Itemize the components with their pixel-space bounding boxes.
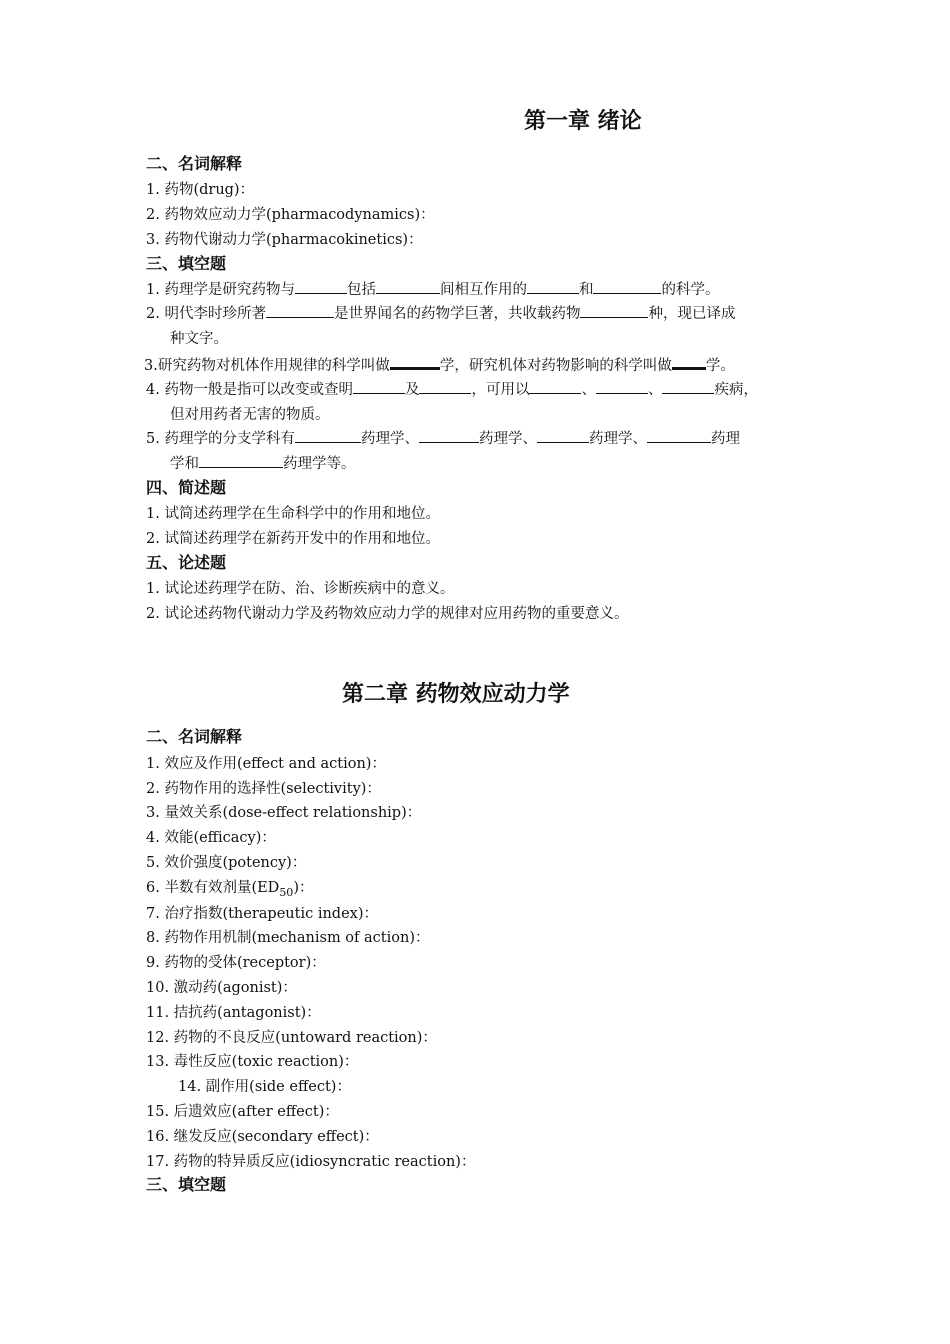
ch2-def-4: 4. 效能(efficacy)：: [146, 830, 276, 846]
blank: [529, 379, 581, 394]
text: 药理: [710, 431, 740, 447]
text: 种，现已译成: [648, 306, 736, 322]
blank: [647, 428, 711, 443]
blank: [596, 379, 648, 394]
blank: [527, 279, 579, 294]
text: 包括: [346, 282, 376, 298]
ch2-def-17: 17. 药物的特异质反应(idiosyncratic reaction)：: [146, 1154, 476, 1170]
text: 及: [404, 382, 420, 398]
blank: [672, 353, 706, 370]
blank: [376, 279, 440, 294]
ch2-def-7: 7. 治疗指数(therapeutic index)：: [146, 906, 378, 922]
ch2-def-13: 13. 毒性反应(toxic reaction)：: [146, 1054, 359, 1070]
blank: [419, 379, 471, 394]
ch1-fill-q4: [146, 378, 758, 399]
text: 间相互作用的: [439, 282, 527, 298]
ch2-def-6: [146, 876, 313, 899]
ch2-def-12: 12. 药物的不良反应(untoward reaction)：: [146, 1030, 437, 1046]
ch2-def-11: 11. 拮抗药(antagonist)：: [146, 1005, 321, 1021]
blank: [537, 428, 589, 443]
ch1-fill-q5-cont: [170, 452, 356, 473]
text: 药理学等。: [283, 456, 356, 472]
ch1-essay-2: 2. 试论述药物代谢动力学及药物效应动力学的规律对应用药物的重要意义。: [146, 606, 629, 622]
text: 的科学。: [661, 282, 720, 298]
ch1-fill-q3: [144, 353, 735, 375]
blank: [390, 353, 440, 370]
blank: [662, 379, 714, 394]
ch1-fill-q2: [146, 302, 735, 323]
ch2-section-definitions: 二、名词解释: [146, 727, 243, 746]
blank: [580, 303, 648, 318]
text: 5. 药理学的分支学科有: [146, 431, 295, 447]
text: 学。: [705, 358, 735, 374]
ch1-fill-q4-cont: 但对用药者无害的物质。: [170, 407, 330, 423]
blank: [593, 279, 661, 294]
text: )：: [293, 880, 314, 896]
text: 药理学、: [588, 431, 647, 447]
text: 和: [578, 282, 594, 298]
ch2-def-10: 10. 激动药(agonist)：: [146, 980, 297, 996]
text: 药理学、: [360, 431, 419, 447]
blank: [353, 379, 405, 394]
text: 是世界闻名的药物学巨著，共收载药物: [333, 306, 581, 322]
ch2-def-15: 15. 后遗效应(after effect)：: [146, 1104, 339, 1120]
text: 6. 半数有效剂量(ED: [146, 880, 280, 896]
ch1-essay-1: 1. 试论述药理学在防、治、诊断疾病中的意义。: [146, 581, 455, 597]
ch2-def-8: 8. 药物作用机制(mechanism of action)：: [146, 930, 430, 946]
text: 3.研究药物对机体作用规律的科学叫做: [144, 358, 390, 374]
text: 学，研究机体对药物影响的科学叫做: [439, 358, 672, 374]
ch2-def-16: 16. 继发反应(secondary effect)：: [146, 1129, 379, 1145]
text: 、: [581, 382, 596, 398]
text: 4. 药物一般是指可以改变或查明: [146, 382, 353, 398]
blank: [295, 279, 347, 294]
ch2-def-1: 1. 效应及作用(effect and action)：: [146, 756, 386, 772]
ch2-section-fill: 三、填空题: [146, 1175, 227, 1194]
text: 疾病，: [714, 382, 758, 398]
chapter-1-title: 第一章 绪论: [524, 109, 642, 134]
ch1-section-fill: 三、填空题: [146, 254, 227, 273]
ch1-section-essay: 五、论述题: [146, 553, 227, 572]
text: 2. 明代李时珍所著: [146, 306, 266, 322]
ch2-def-3: 3. 量效关系(dose-effect relationship)：: [146, 805, 422, 821]
chapter-2-title: 第二章 药物效应动力学: [342, 682, 570, 707]
ch1-fill-q5: [146, 427, 740, 448]
subscript: 50: [279, 885, 294, 899]
ch2-def-9: 9. 药物的受体(receptor)：: [146, 955, 326, 971]
ch1-section-brief: 四、简述题: [146, 478, 227, 497]
ch1-def-1: 1. 药物(drug)：: [146, 182, 255, 198]
ch2-def-5: 5. 效价强度(potency)：: [146, 855, 307, 871]
ch1-brief-2: 2. 试简述药理学在新药开发中的作用和地位。: [146, 531, 440, 547]
ch1-def-2: 2. 药物效应动力学(pharmacodynamics)：: [146, 207, 435, 223]
ch1-fill-q1: [146, 278, 719, 299]
ch2-def-2: 2. 药物作用的选择性(selectivity)：: [146, 781, 381, 797]
ch1-section-definitions: 二、名词解释: [146, 154, 243, 173]
ch1-def-3: 3. 药物代谢动力学(pharmacokinetics)：: [146, 232, 423, 248]
text: 1. 药理学是研究药物与: [146, 282, 295, 298]
blank: [266, 303, 334, 318]
text: ，可用以: [471, 382, 530, 398]
blank: [199, 453, 283, 468]
text: 药理学、: [478, 431, 537, 447]
blank: [295, 428, 361, 443]
ch1-brief-1: 1. 试简述药理学在生命科学中的作用和地位。: [146, 506, 440, 522]
blank: [419, 428, 479, 443]
text: 、: [647, 382, 663, 398]
ch2-def-14: 14. 副作用(side effect)：: [178, 1079, 351, 1095]
ch1-fill-q2-cont: 种文字。: [170, 331, 228, 347]
text: 学和: [170, 456, 199, 472]
